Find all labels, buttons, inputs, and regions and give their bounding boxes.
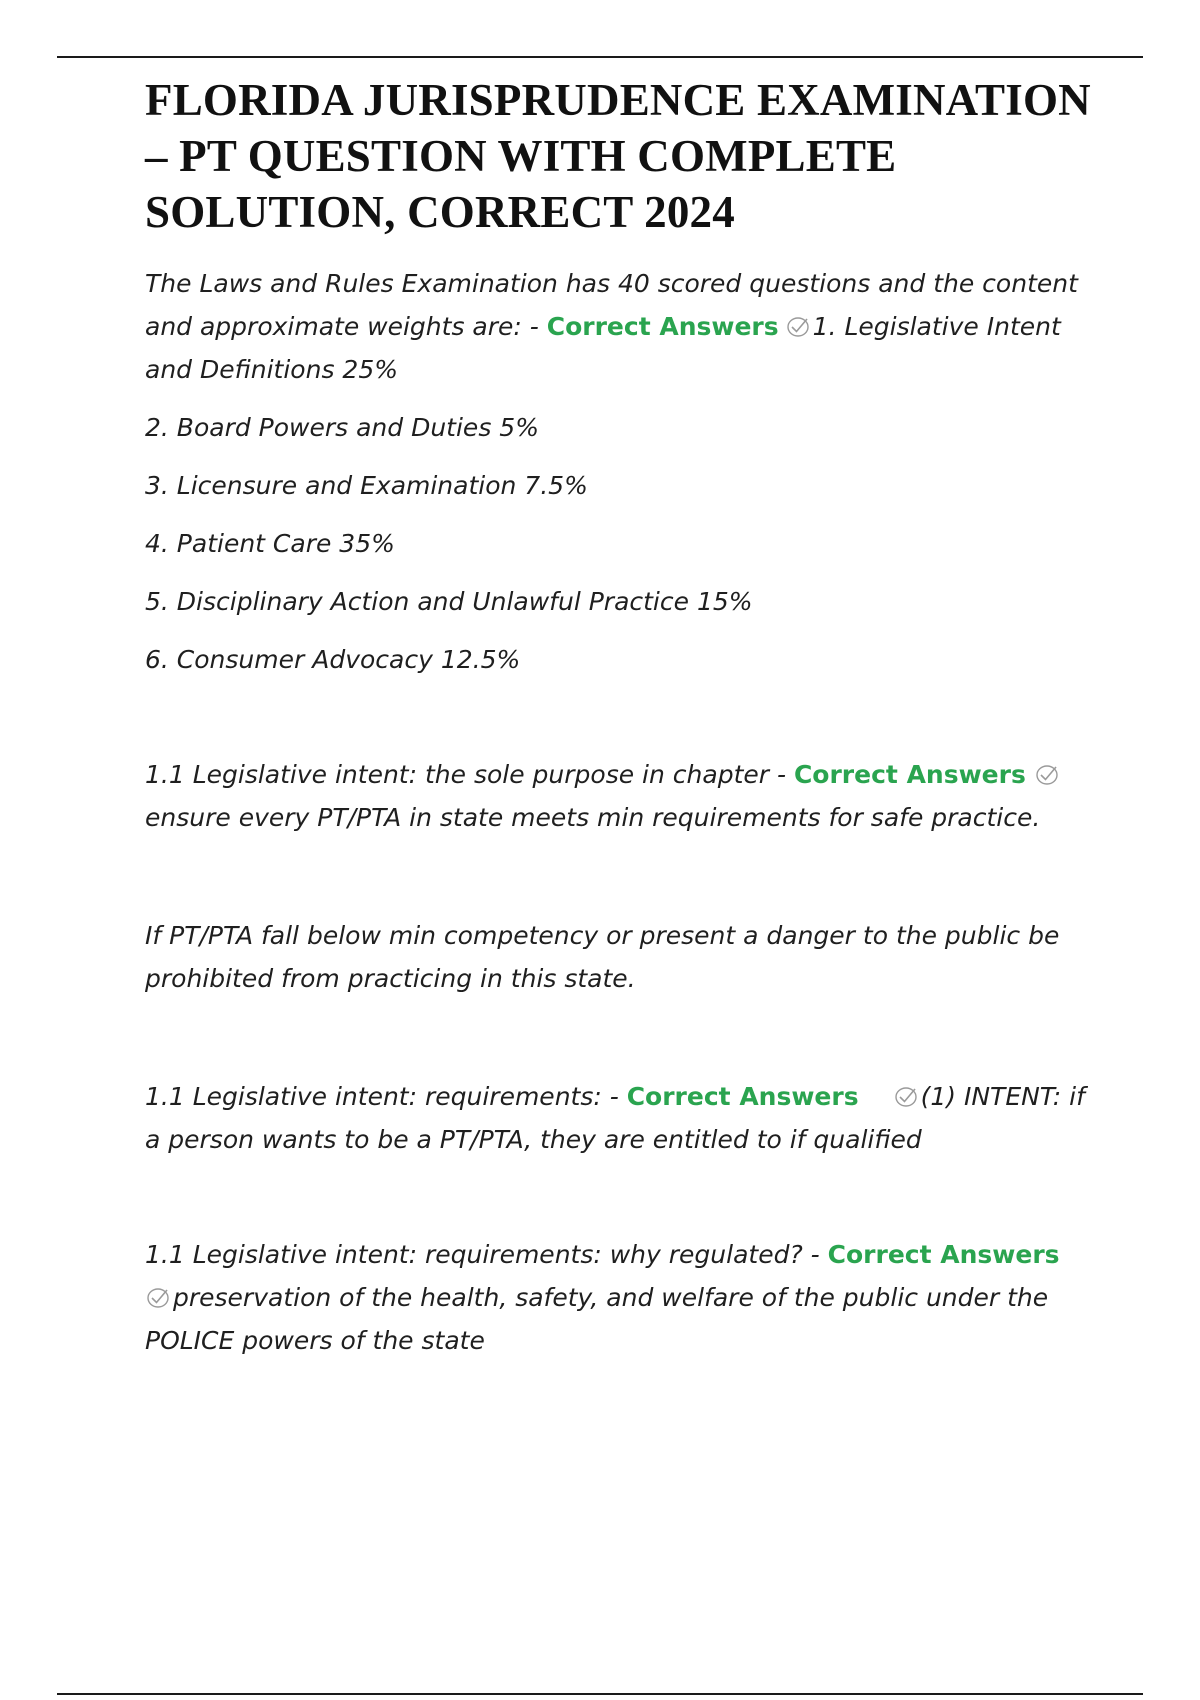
check-circle-icon [893, 1086, 919, 1108]
check-circle-icon [785, 316, 811, 338]
question-text: 1.1 Legislative intent: requirements: why regulated? - [145, 1240, 828, 1269]
intro-answer-text: 1. Legislative Intent and Definitions 25% [145, 312, 1061, 384]
intro-question-text: The Laws and Rules Examination has 40 scored questions and the content and approximate weights are: - [145, 269, 1078, 341]
list-item: 5. Disciplinary Action and Unlawful Practice 15% [145, 587, 753, 616]
weights-list [145, 406, 1095, 681]
correct-answers-label: Correct Answers [793, 760, 1026, 789]
top-rule [57, 56, 1143, 58]
document-body [145, 72, 1095, 1362]
check-circle-icon [1034, 764, 1060, 786]
list-item: 3. Licensure and Examination 7.5% [145, 471, 588, 500]
list-item: 6. Consumer Advocacy 12.5% [145, 645, 521, 674]
answer-text: preservation of the health, safety, and welfare of the public under the POLICE powers of the state [145, 1283, 1049, 1355]
intro-question [145, 262, 1095, 391]
correct-answers-label: Correct Answers [546, 312, 779, 341]
correct-answers-label: Correct Answers [626, 1082, 859, 1111]
answer-text: (1) INTENT: if a person wants to be a PT/PTA, they are entitled to if qualified [145, 1082, 1085, 1154]
qa-legislative-intent-purpose [145, 753, 1095, 839]
list-item: 4. Patient Care 35% [145, 529, 395, 558]
qa-legislative-intent-requirements [145, 1075, 1095, 1161]
question-text: 1.1 Legislative intent: requirements: - [145, 1082, 627, 1111]
answer-text: ensure every PT/PTA in state meets min requirements for safe practice. [145, 803, 1041, 832]
document-title: FLORIDA JURISPRUDENCE EXAMINATION – PT QUESTION WITH COMPLETE SOLUTION, CORRECT 2024 [145, 75, 1091, 237]
qa-why-regulated [145, 1233, 1095, 1362]
correct-answers-label: Correct Answers [827, 1240, 1060, 1269]
list-item: 2. Board Powers and Duties 5% [145, 413, 539, 442]
bottom-rule [57, 1693, 1143, 1695]
competency-paragraph: If PT/PTA fall below min competency or present a danger to the public be prohibited from practicing in this state. [145, 921, 1060, 993]
check-circle-icon [145, 1287, 171, 1309]
question-text: 1.1 Legislative intent: the sole purpose in chapter - [145, 760, 794, 789]
